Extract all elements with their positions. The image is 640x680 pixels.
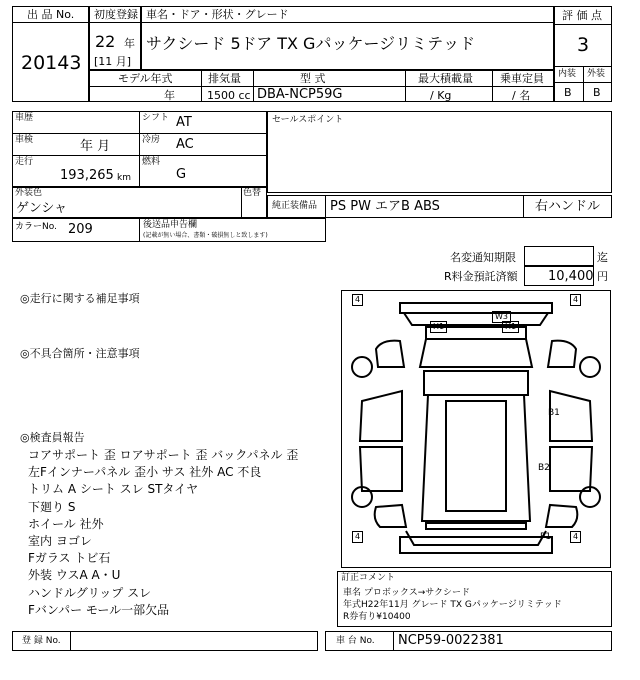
color-no-label: カラーNo. [15, 222, 57, 232]
grade-label: 評 価 点 [562, 9, 602, 22]
interior-label: 内装 [558, 69, 577, 79]
load-value: / Kg [430, 89, 452, 102]
inspector-report-header: ◎検査員報告 [20, 431, 85, 444]
load-label: 最大積載量 [418, 72, 473, 85]
name-change-field [524, 246, 594, 266]
car-outline-svg [342, 291, 610, 567]
damage-mark-w3: W3 [492, 311, 511, 323]
model-year-label: モデル年式 [118, 72, 173, 85]
inspector-report-list [28, 447, 298, 619]
recycle-value: 10,400 [548, 269, 594, 284]
damage-mark-b2: B2 [538, 463, 550, 473]
tire-fr-mark: 4 [570, 294, 581, 306]
capacity-value: / 名 [512, 89, 531, 102]
damage-mark-p1: P1 [540, 532, 552, 542]
name-change-unit: 迄 [597, 251, 608, 264]
history-label: 車歴 [15, 113, 34, 123]
report-line: 室内 ヨゴレ [28, 534, 92, 549]
correction-line: R券有り¥10400 [343, 612, 411, 622]
equipment-value: PS PW エアB ABS [330, 199, 440, 214]
damage-mark-b1: B1 [548, 408, 560, 418]
color-no-value: 209 [68, 222, 93, 237]
reg-year: 22 [95, 32, 116, 51]
car-diagram [341, 290, 611, 568]
inspection-value: 年 月 [80, 139, 111, 154]
shift-label: シフト [142, 113, 170, 123]
report-line: 下廻り S [28, 499, 76, 514]
defects-header: ◎不具合箇所・注意事項 [20, 347, 140, 360]
model-label: 車名・ドア・形状・グレード [146, 8, 289, 21]
recycle-label: R料金預託済額 [444, 270, 518, 283]
correction-line: 年式H22年11月 グレード TX Gパッケージリミテッド [343, 600, 562, 610]
correction-lines [343, 587, 562, 623]
ext-color-value: ゲンシャ [16, 201, 68, 216]
damage-mark-h1-left: H1 [430, 321, 447, 333]
sales-point-label: セールスポイント [272, 115, 344, 125]
inspection-label: 車検 [15, 135, 34, 145]
damage-mark-h1-right: H1 [502, 321, 519, 333]
report-line: 外装 ウスA A・U [28, 568, 121, 583]
aftermarket-label: 後送品申告欄 [143, 220, 198, 230]
car-name: サクシード 5ドア TX Gパッケージリミテッド [146, 34, 476, 53]
repaint-label: 色替 [243, 188, 262, 198]
mileage-value: 193,265 [60, 168, 114, 183]
steering-value: 右ハンドル [535, 199, 601, 214]
recycle-unit: 円 [597, 270, 608, 283]
report-line: ホイール 社外 [28, 516, 104, 531]
correction-line: 車名 プロボックス→サクシード [343, 588, 470, 598]
interior-value: B [564, 86, 572, 99]
shift-value: AT [176, 115, 192, 130]
type-label: 型 式 [300, 72, 326, 85]
report-line: Fバンパー モール一部欠品 [28, 602, 170, 617]
ac-label: 冷房 [142, 135, 161, 145]
reg-year-unit: 年 [124, 37, 135, 50]
displacement-label: 排気量 [208, 72, 241, 85]
fuel-value: G [176, 167, 187, 182]
tire-fl-mark: 4 [352, 294, 363, 306]
first-reg-label: 初度登録 [94, 8, 138, 21]
model-year-unit: 年 [164, 89, 175, 102]
exterior-label: 外装 [587, 69, 606, 79]
reg-no-label: 登 録 No. [22, 636, 61, 646]
report-line: 左Fインナーパネル 歪小 サス 社外 AC 不良 [28, 465, 262, 480]
fuel-label: 燃料 [142, 157, 161, 167]
ac-value: AC [176, 137, 194, 152]
capacity-label: 乗車定員 [500, 72, 544, 85]
equipment-label: 純正装備品 [272, 201, 318, 211]
exterior-value: B [593, 86, 601, 99]
report-line: Fガラス トビ石 [28, 551, 111, 566]
driving-notes-header: ◎走行に関する補足事項 [20, 292, 140, 305]
tire-rr-mark: 4 [570, 531, 581, 543]
tire-rl-mark: 4 [352, 531, 363, 543]
report-line: ハンドルグリップ スレ [28, 585, 152, 600]
lot-label: 出 品 No. [27, 8, 75, 21]
report-line: コアサポート 歪 ロアサポート 歪 バックパネル 歪 [28, 448, 299, 462]
mileage-label: 走行 [15, 157, 34, 167]
aftermarket-note: (記載が無い場合、書類・破損無しと致します) [143, 232, 268, 239]
reg-month: [11 月] [94, 55, 132, 68]
grade-value: 3 [577, 34, 590, 56]
type-value: DBA-NCP59G [257, 87, 343, 102]
mileage-unit: km [117, 173, 131, 183]
chassis-value: NCP59-0022381 [398, 633, 504, 648]
displacement-value: 1500 cc [207, 89, 251, 102]
name-change-label: 名変通知期限 [450, 251, 516, 264]
ext-color-label: 外装色 [15, 188, 43, 198]
lot-number: 20143 [21, 52, 82, 74]
chassis-label: 車 台 No. [336, 636, 375, 646]
correction-label: 訂正コメント [341, 573, 396, 583]
report-line: トリム A シート スレ STタイヤ [28, 482, 199, 497]
